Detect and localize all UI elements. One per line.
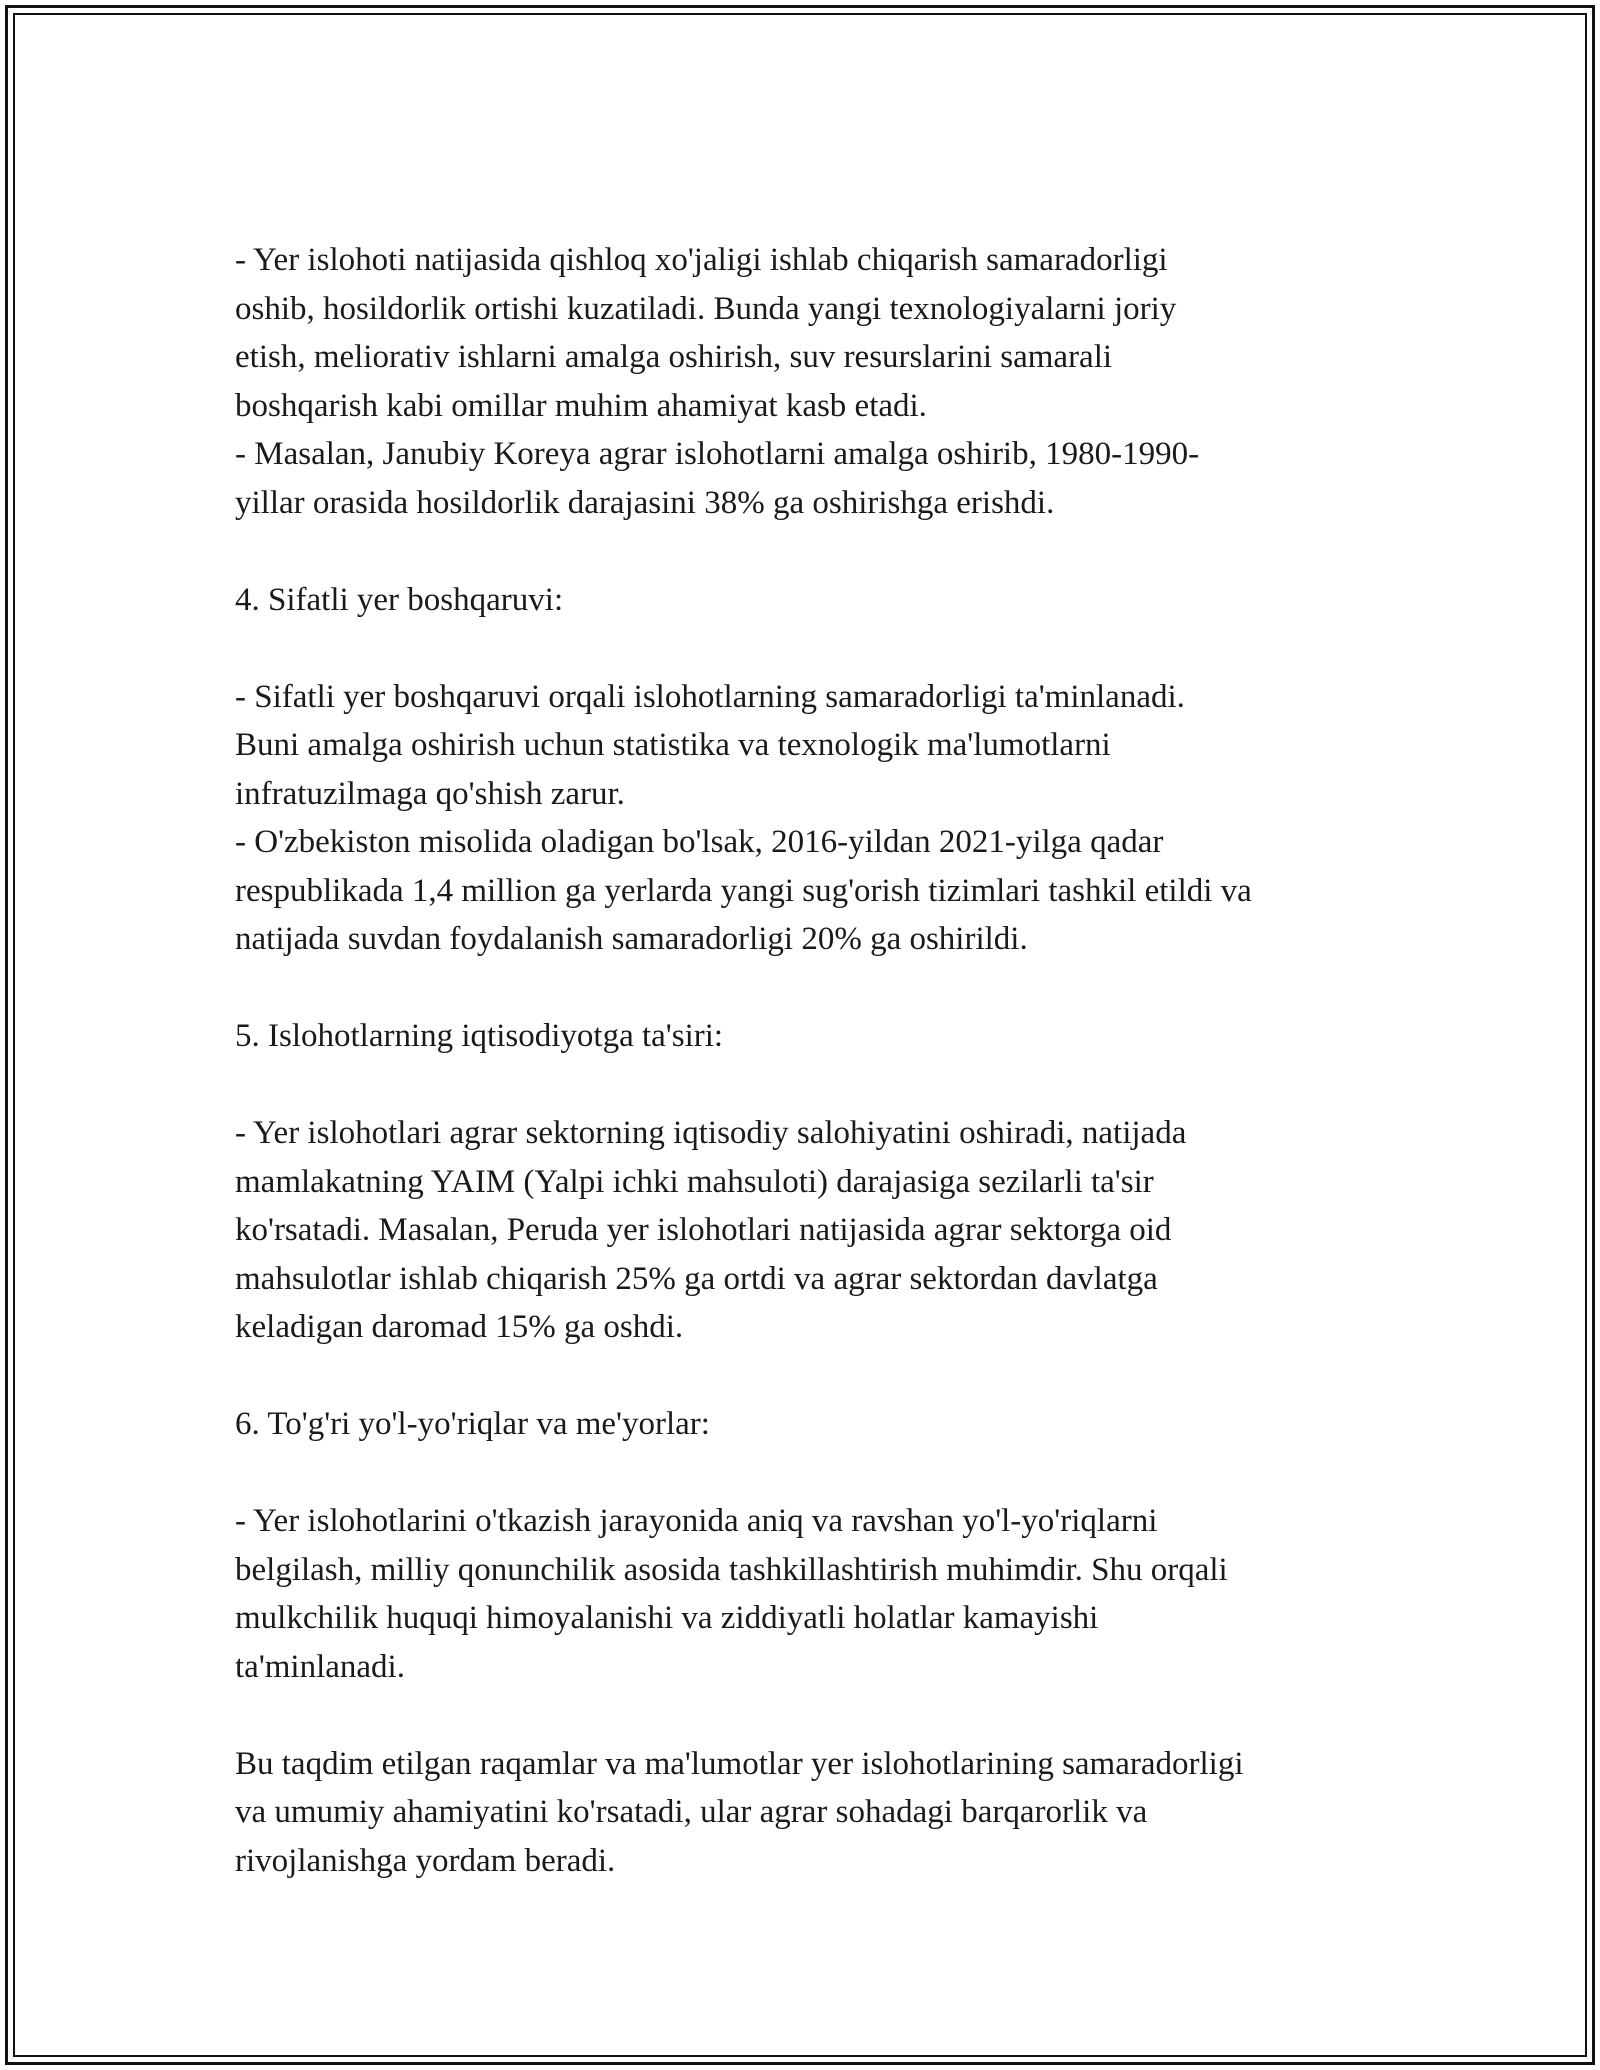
text-line: - Masalan, Janubiy Koreya agrar islohotlarni amalga oshirib, 1980-1990- bbox=[235, 436, 1200, 472]
text-line: - Yer islohotlarini o'tkazish jarayonida aniq va ravshan yo'l-yo'riqlarni bbox=[235, 1503, 1158, 1539]
text-line: yillar orasida hosildorlik darajasini 38% ga oshirishga erishdi. bbox=[235, 484, 1055, 521]
text-line: Buni amalga oshirish uchun statistika va texnologik ma'lumotlarni bbox=[235, 727, 1111, 763]
text-line: mamlakatning YAIM (Yalpi ichki mahsuloti) darajasiga sezilarli ta'sir bbox=[235, 1163, 1154, 1200]
blank-line bbox=[235, 624, 1385, 673]
blank-line bbox=[235, 1061, 1385, 1110]
text-line: keladigan daromad 15% ga oshdi. bbox=[235, 1309, 684, 1345]
text-line: belgilash, milliy qonunchilik asosida tashkillashtirish muhimdir. Shu orqali bbox=[235, 1551, 1228, 1588]
section-heading: 6. To'g'ri yo'l-yo'riqlar va me'yorlar: bbox=[235, 1406, 710, 1442]
text-line: infratuzilmaga qo'shish zarur. bbox=[235, 775, 625, 812]
text-line: respublikada 1,4 million ga yerlarda yangi sug'orish tizimlari tashkil etildi va bbox=[235, 872, 1252, 909]
text-line: oshib, hosildorlik ortishi kuzatiladi. Bunda yangi texnologiyalarni joriy bbox=[235, 290, 1177, 327]
text-line: - Sifatli yer boshqaruvi orqali islohotlarning samaradorligi ta'minlanadi. bbox=[235, 678, 1185, 715]
blank-line bbox=[235, 1449, 1385, 1498]
blank-line bbox=[235, 1352, 1385, 1401]
text-line: - Yer islohotlari agrar sektorning iqtisodiy salohiyatini oshiradi, natijada bbox=[235, 1115, 1187, 1151]
text-line: mahsulotlar ishlab chiqarish 25% ga ortdi va agrar sektordan davlatga bbox=[235, 1260, 1158, 1297]
text-line: - Yer islohoti natijasida qishloq xo'jaligi ishlab chiqarish samaradorligi bbox=[235, 242, 1168, 278]
section-heading: 4. Sifatli yer boshqaruvi: bbox=[235, 581, 564, 618]
section-heading: 5. Islohotlarning iqtisodiyotga ta'siri: bbox=[235, 1018, 724, 1054]
text-line: Bu taqdim etilgan raqamlar va ma'lumotlar yer islohotlarining samaradorligi bbox=[235, 1745, 1244, 1782]
blank-line bbox=[235, 964, 1385, 1013]
text-line: ko'rsatadi. Masalan, Peruda yer islohotlari natijasida agrar sektorga oid bbox=[235, 1212, 1172, 1248]
blank-line bbox=[235, 1691, 1385, 1740]
text-line: mulkchilik huquqi himoyalanishi va ziddiyatli holatlar kamayishi bbox=[235, 1600, 1099, 1636]
blank-line bbox=[235, 527, 1385, 576]
text-line: - O'zbekiston misolida oladigan bo'lsak, 2016-yildan 2021-yilga qadar bbox=[235, 824, 1164, 860]
text-line: etish, meliorativ ishlarni amalga oshirish, suv resurslarini samarali bbox=[235, 339, 1113, 375]
document-body bbox=[235, 236, 1385, 1885]
text-line: rivojlanishga yordam beradi. bbox=[235, 1842, 616, 1879]
text-line: boshqarish kabi omillar muhim ahamiyat kasb etadi. bbox=[235, 387, 927, 424]
text-line: ta'minlanadi. bbox=[235, 1648, 405, 1685]
text-line: va umumiy ahamiyatini ko'rsatadi, ular agrar sohadagi barqarorlik va bbox=[235, 1794, 1148, 1830]
text-line: natijada suvdan foydalanish samaradorligi 20% ga oshirildi. bbox=[235, 921, 1028, 957]
